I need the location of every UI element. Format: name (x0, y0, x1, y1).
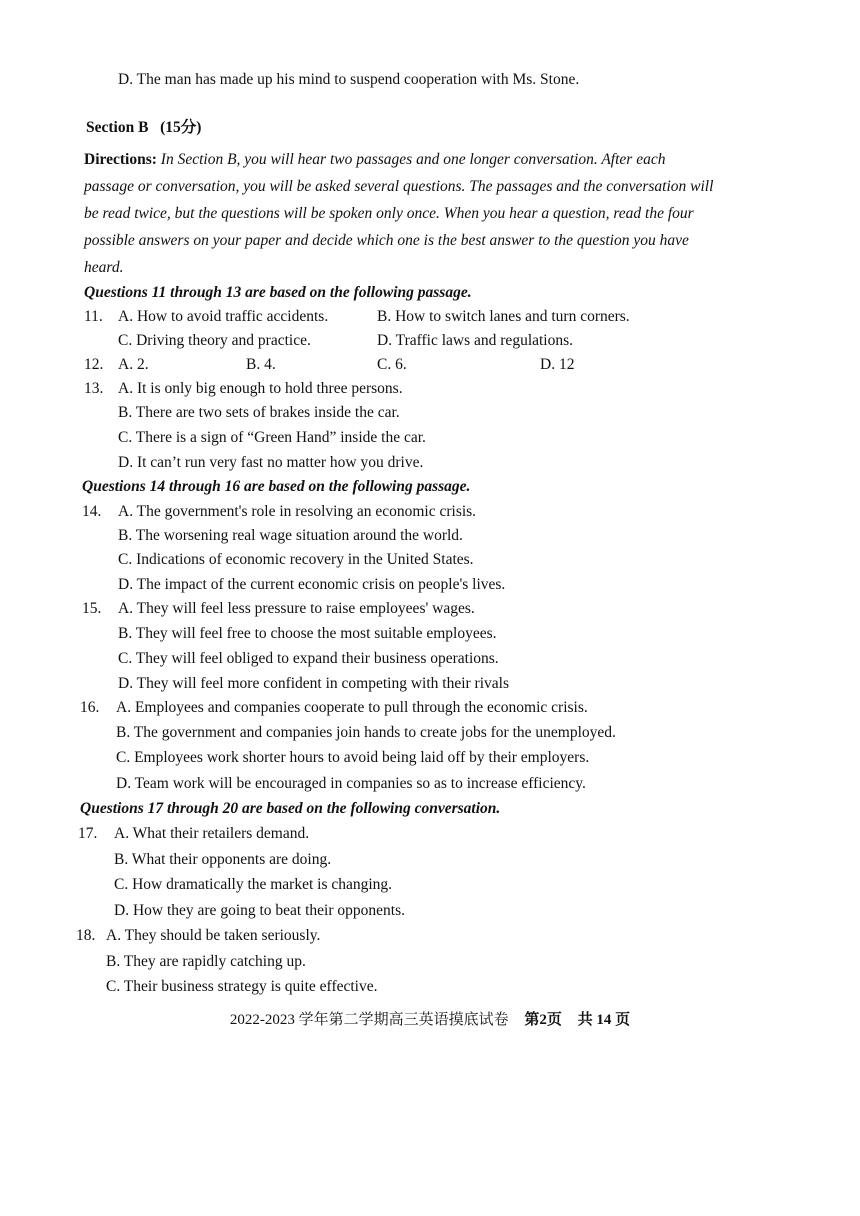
option-15-c: C. They will feel obliged to expand their business operations. (118, 650, 499, 667)
question-number: 18. (76, 927, 96, 944)
question-number: 11. (84, 308, 103, 325)
option-17-a: A. What their retailers demand. (114, 825, 310, 842)
option-13-d: D. It can’t run very fast no matter how you drive. (118, 454, 424, 471)
option-15-d: D. They will feel more confident in competing with their rivals (118, 675, 509, 692)
option-16-d: D. Team work will be encouraged in companies so as to increase efficiency. (116, 775, 586, 792)
option-14-a: A. The government's role in resolving an economic crisis. (118, 503, 477, 520)
option-13-c: C. There is a sign of “Green Hand” inside the car. (118, 429, 426, 446)
group-heading-1: Questions 11 through 13 are based on the following passage. (84, 284, 472, 301)
option-17-c: C. How dramatically the market is changing. (114, 876, 393, 893)
option-18-c: C. Their business strategy is quite effective. (106, 978, 378, 995)
option-11-d: D. Traffic laws and regulations. (377, 332, 574, 349)
option-15-a: A. They will feel less pressure to raise employees' wages. (118, 600, 475, 617)
option-15-b: B. They will feel free to choose the most suitable employees. (118, 625, 497, 642)
option-13-b: B. There are two sets of brakes inside the car. (118, 404, 400, 421)
option-12-b: B. 4. (246, 356, 276, 373)
question-number: 13. (84, 380, 104, 397)
option-16-c: C. Employees work shorter hours to avoid being laid off by their employers. (116, 749, 590, 766)
directions-text: In Section B, you will hear two passages and one longer conversation. After each passage or conversation, you will be asked several questions. The passages and the conversation will be read twice, but the questions will be spoken only once. When you hear a question, read the four possible answers on your paper and decide which one is the best answer to the question you have heard. (84, 151, 714, 276)
option-16-a: A. Employees and companies cooperate to pull through the economic crisis. (116, 699, 588, 716)
option-14-d: D. The impact of the current economic crisis on people's lives. (118, 576, 506, 593)
option-13-a: A. It is only big enough to hold three persons. (118, 380, 403, 397)
option-17-b: B. What their opponents are doing. (114, 851, 332, 868)
question-number: 14. (82, 503, 102, 520)
option-14-c: C. Indications of economic recovery in the United States. (118, 551, 474, 568)
page-footer (0, 1008, 860, 1029)
section-score: (15分) (160, 119, 202, 136)
option-11-a: A. How to avoid traffic accidents. (118, 308, 329, 325)
question-number: 12. (84, 356, 104, 373)
section-title: Section B (86, 119, 149, 136)
directions (84, 146, 714, 281)
option-12-d: D. 12 (540, 356, 575, 373)
option-17-d: D. How they are going to beat their opponents. (114, 902, 405, 919)
footer-title: 2022-2023 学年第二学期高三英语摸底试卷 (229, 1012, 509, 1028)
option-11-b: B. How to switch lanes and turn corners. (377, 308, 630, 325)
option-16-b: B. The government and companies join hands to create jobs for the unemployed. (116, 724, 616, 741)
top-option-d: D. The man has made up his mind to suspend cooperation with Ms. Stone. (118, 71, 580, 88)
option-18-a: A. They should be taken seriously. (106, 927, 321, 944)
option-11-c: C. Driving theory and practice. (118, 332, 311, 349)
footer-total: 共 14 页 (577, 1012, 631, 1028)
option-12-c: C. 6. (377, 356, 407, 373)
question-number: 16. (80, 699, 100, 716)
directions-label: Directions: (84, 151, 157, 168)
footer-page: 第2页 (524, 1012, 562, 1028)
option-18-b: B. They are rapidly catching up. (106, 953, 306, 970)
question-number: 17. (78, 825, 98, 842)
option-12-a: A. 2. (118, 356, 149, 373)
group-heading-3: Questions 17 through 20 are based on the following conversation. (80, 800, 501, 817)
section-heading (86, 118, 201, 138)
question-number: 15. (82, 600, 102, 617)
option-14-b: B. The worsening real wage situation around the world. (118, 527, 463, 544)
group-heading-2: Questions 14 through 16 are based on the following passage. (82, 478, 471, 495)
